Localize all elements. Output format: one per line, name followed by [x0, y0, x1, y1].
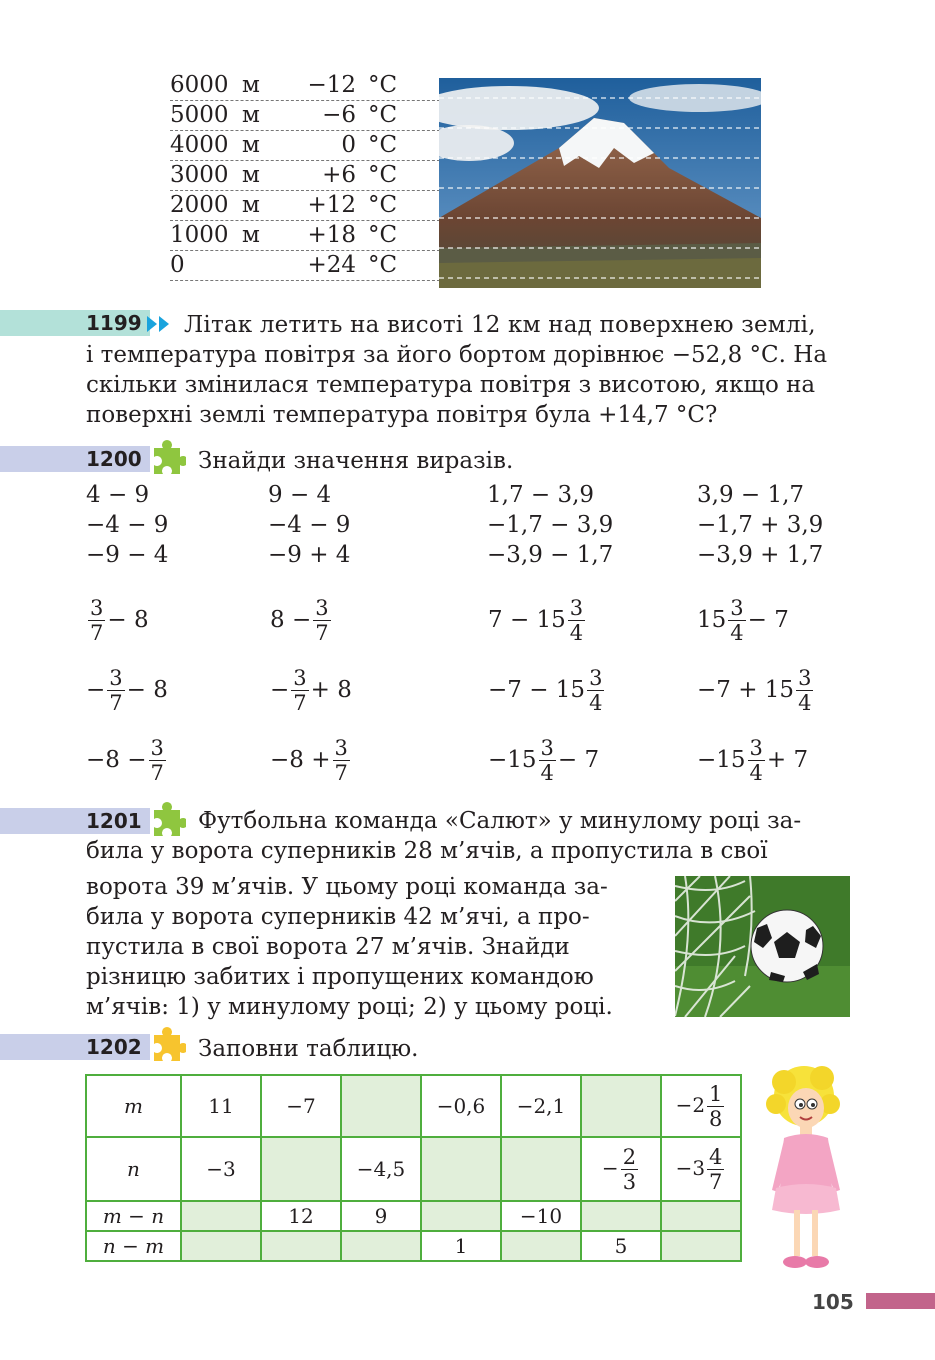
puzzle-piece-icon — [146, 440, 186, 478]
fraction — [107, 666, 124, 715]
exercise-number-1200: 1200 — [86, 447, 142, 471]
denominator: 7 — [109, 690, 123, 715]
page-number: 105 — [812, 1290, 854, 1314]
expression-prefix: −15 — [488, 747, 537, 773]
fraction — [621, 1145, 638, 1194]
table-cell: −2,1 — [501, 1075, 581, 1137]
expression: −9 − 4 — [86, 542, 169, 568]
denominator: 7 — [90, 620, 104, 645]
mixed-number-prefix: − — [601, 1155, 619, 1180]
altitude-row — [170, 70, 440, 101]
table-cell: 12 — [261, 1201, 341, 1231]
fraction — [728, 596, 745, 645]
expression: 3,9 − 1,7 — [697, 482, 805, 508]
mixed-number-prefix: −2 — [675, 1092, 706, 1117]
degree-unit: °C — [368, 222, 398, 248]
temperature-value: −12 — [307, 72, 356, 98]
fraction — [539, 736, 556, 785]
empty-cell[interactable] — [581, 1075, 661, 1137]
exercise-number-1202: 1202 — [86, 1035, 142, 1059]
numerator: 2 — [622, 1144, 637, 1169]
degree-unit: °C — [368, 192, 398, 218]
expression: −1,7 + 3,9 — [697, 512, 824, 538]
expression: −9 + 4 — [268, 542, 351, 568]
table-cell: 11 — [181, 1075, 261, 1137]
temperature-value: +18 — [307, 222, 356, 248]
altitude-row — [170, 250, 440, 281]
temperature-value: −6 — [322, 102, 356, 128]
exercise-1199-text: Літак летить на висоті 12 км над поверхнею землі, і температура повітря за його бортом дорівнює −52,8 °С. На скільки змінилася температура повітря з висотою, якщо на поверхні землі температура повітря була +14,7 °С? — [86, 312, 828, 428]
table-row — [86, 1201, 741, 1231]
table-cell — [661, 1075, 741, 1137]
table-cell — [661, 1137, 741, 1201]
altitude-row — [170, 190, 440, 221]
altitude-value: 6000 — [170, 72, 229, 98]
fraction-expression — [86, 590, 149, 650]
exercise-1201-text-top: Футбольна команда «Салют» у минулому році за- била у ворота суперників 28 м’ячів, а пропустила в свої — [86, 808, 802, 864]
numerator: 3 — [293, 665, 307, 690]
fraction — [333, 736, 350, 785]
altitude-unit: м — [242, 72, 260, 98]
row-label: n − m — [86, 1231, 181, 1261]
denominator: 7 — [315, 620, 329, 645]
fraction — [568, 596, 585, 645]
expression: −4 − 9 — [268, 512, 351, 538]
degree-unit: °C — [368, 72, 398, 98]
denominator: 4 — [730, 620, 744, 645]
altitude-row — [170, 220, 440, 251]
fraction — [88, 596, 105, 645]
fraction — [587, 666, 604, 715]
fraction — [707, 1145, 724, 1194]
fraction-expression — [270, 590, 333, 650]
table-cell: −7 — [261, 1075, 341, 1137]
fill-in-table — [85, 1074, 742, 1262]
fraction-expression — [697, 730, 808, 790]
page-tab-marker — [866, 1293, 935, 1309]
denominator: 4 — [589, 690, 603, 715]
table-cell: −0,6 — [421, 1075, 501, 1137]
altitude-value: 3000 — [170, 162, 229, 188]
table-row — [86, 1231, 741, 1261]
empty-cell[interactable] — [421, 1201, 501, 1231]
temperature-value: +12 — [307, 192, 356, 218]
fraction-expression — [697, 590, 789, 650]
table-cell — [581, 1137, 661, 1201]
puzzle-piece-icon — [146, 1027, 186, 1065]
numerator: 3 — [90, 595, 104, 620]
numerator: 3 — [589, 665, 603, 690]
expression: −3,9 − 1,7 — [487, 542, 614, 568]
row-label: m — [86, 1075, 181, 1137]
row-label: n — [86, 1137, 181, 1201]
altitude-unit: м — [242, 162, 260, 188]
expression-prefix: − — [270, 677, 290, 703]
fraction-expression — [270, 660, 352, 720]
table-cell: −3 — [181, 1137, 261, 1201]
denominator: 4 — [540, 760, 554, 785]
altitude-row — [170, 100, 440, 131]
table-cell: 5 — [581, 1231, 661, 1261]
soccer-ball-photo — [675, 876, 850, 1017]
expression-prefix: 7 − 15 — [488, 607, 566, 633]
denominator: 4 — [798, 690, 812, 715]
fraction — [707, 1082, 724, 1131]
empty-cell[interactable] — [581, 1201, 661, 1231]
expression-suffix: − 7 — [747, 607, 789, 633]
altitude-unit: м — [242, 222, 260, 248]
row-label: m − n — [86, 1201, 181, 1231]
table-cell: −4,5 — [341, 1137, 421, 1201]
empty-cell[interactable] — [181, 1201, 261, 1231]
empty-cell[interactable] — [501, 1137, 581, 1201]
degree-unit: °C — [368, 132, 398, 158]
fraction-expression — [697, 660, 815, 720]
denominator: 7 — [293, 690, 307, 715]
empty-cell[interactable] — [421, 1137, 501, 1201]
table-cell: 1 — [421, 1231, 501, 1261]
fraction-expression — [488, 660, 606, 720]
denominator: 4 — [569, 620, 584, 645]
numerator: 3 — [540, 735, 554, 760]
expression-prefix: −7 − 15 — [488, 677, 586, 703]
table-cell: −10 — [501, 1201, 581, 1231]
denominator: 7 — [150, 760, 164, 785]
table-row — [86, 1137, 741, 1201]
exercise-number-1201: 1201 — [86, 809, 142, 833]
fraction-expression — [488, 590, 587, 650]
expression-prefix: −8 + — [270, 747, 331, 773]
numerator: 4 — [709, 1144, 723, 1169]
numerator: 3 — [334, 735, 348, 760]
degree-unit: °C — [368, 252, 398, 278]
numerator: 3 — [109, 665, 123, 690]
numerator: 3 — [749, 735, 763, 760]
degree-unit: °C — [368, 102, 398, 128]
table-cell: 9 — [341, 1201, 421, 1231]
temperature-value: +24 — [307, 252, 356, 278]
fraction — [149, 736, 166, 785]
altitude-value: 2000 — [170, 192, 229, 218]
expression: 1,7 − 3,9 — [487, 482, 595, 508]
fraction — [313, 596, 330, 645]
fraction-expression — [270, 730, 352, 790]
denominator: 4 — [749, 760, 763, 785]
exercise-1202-task: Заповни таблицю. — [198, 1036, 419, 1062]
expression: 9 − 4 — [268, 482, 332, 508]
expression-prefix: −7 + 15 — [697, 677, 795, 703]
temperature-value: +6 — [322, 162, 356, 188]
fraction-expression — [86, 730, 168, 790]
expression-suffix: − 8 — [107, 607, 149, 633]
fraction — [291, 666, 308, 715]
altitude-unit: м — [242, 132, 260, 158]
exercise-1201-text-bottom: ворота 39 м’ячів. У цьому році команда за- била у ворота суперників 42 м’ячі, а про- пустила в свої ворота 27 м’ячів. Знайди різницю забитих і пропущених командою м’ячів: 1) у минулому році; 2) у цьому році. — [86, 874, 613, 1020]
mixed-number-prefix: −3 — [675, 1155, 706, 1180]
altitude-row — [170, 160, 440, 191]
empty-cell[interactable] — [661, 1231, 741, 1261]
expression-suffix: − 8 — [126, 677, 168, 703]
expression: −3,9 + 1,7 — [697, 542, 824, 568]
denominator: 7 — [709, 1169, 723, 1194]
temperature-value: 0 — [341, 132, 356, 158]
numerator: 3 — [150, 735, 164, 760]
altitude-unit: м — [242, 192, 260, 218]
expression-prefix: −8 − — [86, 747, 147, 773]
expression: −1,7 − 3,9 — [487, 512, 614, 538]
empty-cell[interactable] — [341, 1075, 421, 1137]
altitude-value: 4000 — [170, 132, 229, 158]
fraction — [796, 666, 813, 715]
empty-cell[interactable] — [181, 1231, 261, 1261]
expression-suffix: + 7 — [766, 747, 809, 773]
denominator: 3 — [622, 1169, 637, 1194]
exercise-number-1199: 1199 — [86, 311, 142, 335]
altitude-value: 0 — [170, 252, 185, 278]
fraction — [748, 736, 765, 785]
mountain-photo — [439, 78, 761, 288]
fraction-expression — [488, 730, 599, 790]
empty-cell[interactable] — [661, 1201, 741, 1231]
fraction-expression — [86, 660, 168, 720]
expression-prefix: −15 — [697, 747, 746, 773]
empty-cell[interactable] — [261, 1137, 341, 1201]
expression-prefix: 15 — [697, 607, 727, 633]
empty-cell[interactable] — [341, 1231, 421, 1261]
altitude-value: 1000 — [170, 222, 229, 248]
numerator: 1 — [709, 1081, 723, 1106]
expression-suffix: − 7 — [557, 747, 600, 773]
expression: −4 − 9 — [86, 512, 169, 538]
empty-cell[interactable] — [501, 1231, 581, 1261]
altitude-unit: м — [242, 102, 260, 128]
altitude-value: 5000 — [170, 102, 229, 128]
numerator: 3 — [315, 595, 329, 620]
expression-prefix: − — [86, 677, 106, 703]
expression-suffix: + 8 — [310, 677, 352, 703]
altitude-row — [170, 130, 440, 161]
expression: 4 − 9 — [86, 482, 150, 508]
empty-cell[interactable] — [261, 1231, 341, 1261]
degree-unit: °C — [368, 162, 398, 188]
expression-prefix: 8 − — [270, 607, 312, 633]
denominator: 8 — [709, 1106, 723, 1131]
exercise-1200-task: Знайди значення виразів. — [198, 448, 514, 474]
girl-illustration — [762, 1060, 852, 1278]
table-row — [86, 1075, 741, 1137]
denominator: 7 — [334, 760, 348, 785]
numerator: 3 — [798, 665, 812, 690]
numerator: 3 — [569, 595, 584, 620]
numerator: 3 — [730, 595, 744, 620]
